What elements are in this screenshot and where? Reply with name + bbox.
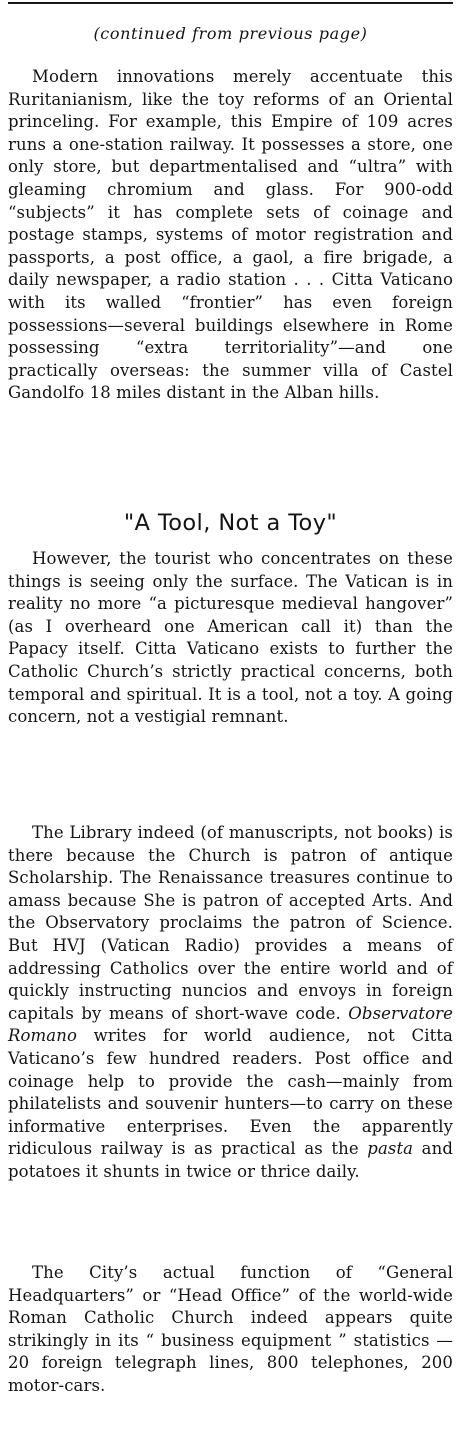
continued-note: (continued from previous page)	[93, 24, 368, 43]
paragraph-2: However, the tourist who concentrates on these things is seeing only the surface. The Vatican is in reality no more “a picturesque medieval hangover” (as I overheard one American call it) than the Papacy itself. Citta Vaticano exists to further the Catholic Church’s strictly practical concerns, both temporal and spiritual. It is a tool, not a toy. A going concern, not a vestigial remnant.	[8, 549, 453, 727]
section-heading: "A Tool, Not a Toy"	[123, 510, 338, 536]
paragraph-3-text-a: The Library indeed (of manuscripts, not books) is there because the Church is patron of antique Scholarship. The Renaissance treasures continue to amass because She is patron of accepted Arts. And the Observatory proclaims the patron of Science. But HVJ (Vatican Radio) provides a means of addressing Catholics over the entire world and of quickly instructing nuncios and envoys in foreign capitals by means of short-wave code.	[8, 823, 453, 1023]
paragraph-3-text-c: and potatoes it shunts in twice or thrice daily.	[8, 1139, 454, 1181]
top-rule	[8, 2, 453, 4]
paragraph-3	[8, 822, 453, 1184]
paragraph-4: The City’s actual function of “General Headquarters” or “Head Office” of the world-wide Roman Catholic Church indeed appears quite strikingly in its “ business equipment ” statistics — 20 foreign telegraph lines, 800 telephones, 200 motor-cars.	[8, 1263, 453, 1395]
paragraph-3-text-b: writes for world audience, not Citta Vaticano’s few hundred readers. Post office and coinage help to provide the cash—mainly from philatelists and souvenir hunters—to carry on these informative enterprises. Even the apparently ridiculous railway is as practical as the	[8, 1026, 453, 1159]
paragraph-1: Modern innovations merely accentuate this Ruritanianism, like the toy reforms of an Oriental princeling. For example, this Empire of 109 acres runs a one-station railway. It possesses a store, one only store, but departmentalised and “ultra” with gleaming chromium and glass. For 900-odd “subjects” it has complete sets of coinage and postage stamps, systems of motor registration and passports, a post office, a gaol, a fire brigade, a daily newspaper, a radio station . . . Citta Vaticano with its walled “frontier” has even foreign possessions—several buildings elsewhere in Rome possessing “extra territoriality”—and one practically overseas: the summer villa of Castel Gandolfo 18 miles distant in the Alban hills.	[8, 67, 453, 403]
pasta-word: pasta	[367, 1139, 414, 1159]
newspaper-title: Observatore Romano	[8, 1003, 453, 1046]
